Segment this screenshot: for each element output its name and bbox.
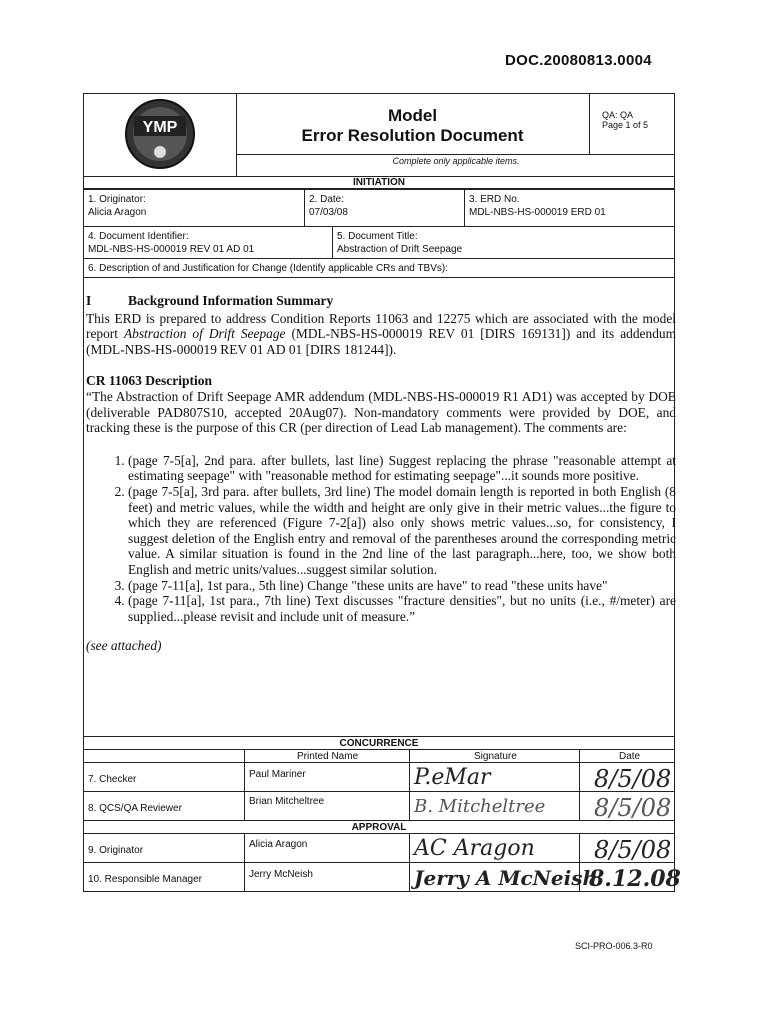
concurrence-heading: CONCURRENCE [83,736,675,750]
doc-title-value: Abstraction of Drift Seepage [337,244,463,255]
logo-cell [84,94,237,176]
signature: P.eMar [414,765,491,790]
originator-label: 1. Originator: [88,194,146,205]
approval-heading: APPROVAL [83,820,675,834]
col-divider [244,833,245,892]
date-value: 07/03/08 [309,207,348,218]
originator-cell [83,189,305,227]
col-divider [579,833,580,892]
section-1-number: I [86,293,92,308]
originator-value: Alicia Aragon [88,207,147,218]
signature-date: 8.12.08 [589,866,681,892]
title-line1: Model [387,106,438,125]
printed-name: Jerry McNeish [249,869,313,880]
complete-note: Complete only applicable items. [392,156,520,166]
para1-italic-title: Abstraction of Drift Seepage [123,326,286,342]
description-label-cell [83,258,675,278]
ymp-logo [84,94,236,176]
col-divider [244,749,245,821]
role-label: 9. Originator [88,845,144,856]
col-divider [409,833,410,892]
signature-date: 8/5/08 [594,765,672,793]
form-number: SCI-PRO-006.3-R0 [575,941,653,951]
col-signature: Signature [474,751,517,762]
section-1-paragraph [86,311,676,358]
signature: Jerry A McNeish [414,866,598,890]
erd-cell [464,189,675,227]
table-row [83,862,681,892]
signature-date: 8/5/08 [594,836,672,864]
section-1 [86,293,676,654]
title-line2: Error Resolution Document [301,126,524,145]
document-number: DOC.20080813.0004 [505,52,652,69]
section-1-heading [86,293,676,309]
page-indicator: Page 1 of 5 [602,120,649,130]
role-label: 7. Checker [88,774,137,785]
section-1-title: Background Information Summary [128,293,334,308]
concurrence-header-row [83,749,675,763]
doc-id-value: MDL-NBS-HS-000019 REV 01 AD 01 [88,244,255,255]
qa-label: QA: QA [602,110,634,120]
table-row [83,791,675,821]
header-box [83,93,675,177]
col-divider [409,749,410,821]
doc-id-label: 4. Document Identifier: [88,231,189,242]
document-title-block [236,106,589,146]
table-row [83,762,675,792]
doc-id-cell [83,226,333,259]
printed-name: Paul Mariner [249,769,306,780]
para1-text-b: (MDL-NBS-HS-000019 REV 01 [DIRS 169131]) and its addendum (MDL-NBS-HS-000019 REV 01 AD 01 [DIRS 181244]). [86,326,676,357]
date-label: 2. Date: [309,194,345,205]
col-date: Date [619,751,641,762]
cr-heading: CR 11063 Description [86,373,212,389]
list-item: 3. (page 7-11[a], 1st para., 5th line) Change "these units are have" to read "these units have" [128,578,676,594]
signature-date: 8/5/08 [594,794,672,822]
role-label: 10. Responsible Manager [88,874,202,885]
signature: B. Mitcheltree [414,796,546,817]
col-printed-name: Printed Name [297,751,359,762]
role-label: 8. QCS/QA Reviewer [88,803,182,814]
table-row [83,833,675,863]
comments-list [86,453,676,625]
list-item: 2. (page 7-5[a], 3rd para. after bullets, 3rd line) The model domain length is reported in both English (8 feet) and metric values, while the width and height are only give in their metric values...the figure to which they are referenced (Figure 7-2[a]) also only shows metric values...so, for consistency, I suggest deletion of the English entry and removal of the parentheses around the corresponding metric value. A similar situation is found in the 2nd line of the last paragraph...here, too, we show both English and metric units/values...suggest similar solution. [128,484,676,578]
header-separator [236,154,675,155]
logo-text: YMP [142,119,178,136]
col-divider [579,749,580,821]
printed-name: Alicia Aragon [249,839,308,850]
date-cell [304,189,465,227]
cr-paragraph: “The Abstraction of Drift Seepage AMR addendum (MDL-NBS-HS-000019 R1 AD1) was accepted by DOE (deliverable PAD807S10, accepted 20Aug07). Non-mandatory comments were provided by DOE, and tracking these is the purpose of this CR (per direction of Lead Lab management). The comments are: [86,388,676,436]
list-item: 1. (page 7-5[a], 2nd para. after bullets, last line) Suggest replacing the phrase "reasonable attempt at estimating seepage" with "reasonable method for estimating seepage"...it sounds more positive. [128,453,676,484]
erd-value: MDL-NBS-HS-000019 ERD 01 [469,207,606,218]
see-attached: (see attached) [86,638,162,654]
description-label: 6. Description of and Justification for Change (Identify applicable CRs and TBVs): [88,263,448,274]
erd-label: 3. ERD No. [469,194,520,205]
initiation-heading: INITIATION [83,177,675,189]
list-item: 4. (page 7-11[a], 1st para., 7th line) Text discusses "fracture densities", but no units (i.e., #/meter) are supplied...please revisit and include unit of measure.” [128,593,676,624]
signature: AC Aragon [414,836,535,861]
printed-name: Brian Mitcheltree [249,796,325,807]
doc-title-cell [332,226,675,259]
doc-title-label: 5. Document Title: [337,231,418,242]
para1-text-a: This ERD is prepared to address Condition Reports 11063 and 12275 which are associated with the model report [86,310,676,342]
qa-cell [589,94,676,154]
